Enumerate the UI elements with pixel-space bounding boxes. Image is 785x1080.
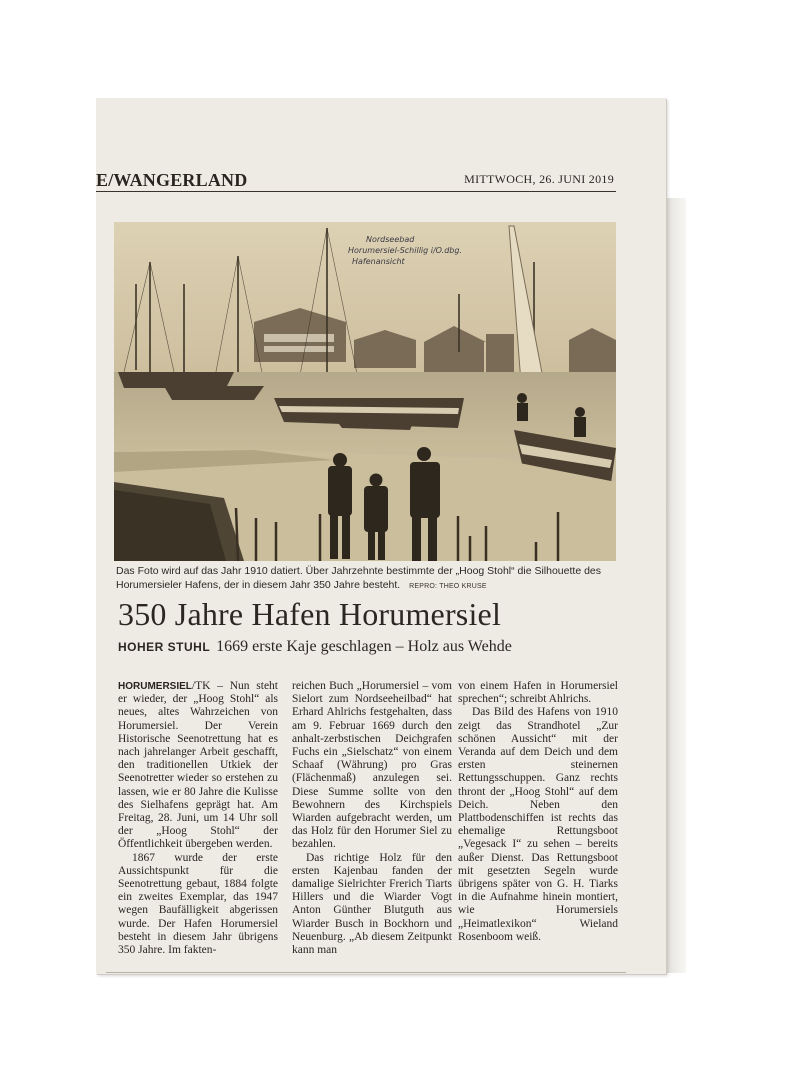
article-body — [118, 680, 620, 958]
paragraph-text: /TK – Nun steht er wieder, der „Hoog Stohl“ als neues, altes Wahrzeichen von Horumersiel. Der Verein Historische Seenotrettung hat es nach jahrelanger Arbeit geschafft, den traditionellen Utkiek der Seenotretter wieder so erstehen zu lassen, wie er 80 Jahre die Kulisse des Sielhafens geprägt hat. Am Freitag, 28. Juni, um 14 Uhr soll der „Hoog Stohl“ der Öffentlichkeit übergeben werden. — [118, 680, 278, 851]
article-column-3 — [458, 680, 618, 944]
article-paragraph: 1867 wurde der erste Aussichtspunkt für die Seenotrettung gebaut, 1884 folgte ein zweites Exemplar, das 1947 wegen Baufälligkeit abgerissen wurde. Der Hafen Horumersiel besteht in diesem Jahr übrigens 350 Jahre. Im fakten- — [118, 851, 278, 957]
article-column-2 — [292, 680, 452, 957]
photo-stamp-line-3: Hafenansicht — [352, 257, 405, 266]
section-name: E/WANGERLAND — [96, 170, 248, 190]
photo-caption — [116, 565, 616, 593]
kicker-label: HOHER STUHL — [118, 640, 211, 654]
article-subheadline — [118, 638, 512, 656]
issue-date: MITTWOCH, 26. JUNI 2019 — [464, 172, 614, 186]
article-paragraph: von einem Hafen in Horumersiel sprechen“; schreibt Ahlrichs. — [458, 680, 618, 706]
dateline: HORUMERSIEL — [118, 681, 192, 692]
newspaper-clipping — [96, 98, 666, 974]
bottom-rule — [106, 972, 626, 973]
article-paragraph: Das richtige Holz für den ersten Kajenbau fanden der damalige Sielrichter Frerich Tiarts Hillers und die Wiarder Vogt Anton Günther Blutguth aus Wiarder Busch in Bockhorn und Neuenburg. „Ab diesem Zeitpunkt kann man — [292, 851, 452, 957]
article-paragraph: reichen Buch „Horumersiel – vom Sielort zum Nordseeheilbad“ hat Erhard Ahlrichs festgehalten, dass am 9. Februar 1669 durch den anhalt-zerbstischen Deichgrafen Fuchs ein „Sielschatz“ von einem Schaaf (Währung) pro Gras (Flächenmaß) anzulegen sei. Diese Summe sollte von den Bewohnern des Kirchspiels Wiarden aufgebracht werden, um das Holz für den Horumer Siel zu bezahlen. — [292, 680, 452, 851]
article-headline: 350 Jahre Hafen Horumersiel — [118, 596, 502, 632]
harbor-photo — [114, 222, 616, 561]
kicker-text: 1669 erste Kaje geschlagen – Holz aus Wehde — [216, 638, 512, 655]
photo-stamp-line-1: Nordseebad — [366, 235, 415, 244]
article-column-1 — [118, 680, 278, 957]
article-paragraph — [118, 680, 278, 852]
photo-stamp — [348, 234, 462, 267]
masthead-rule — [96, 191, 616, 192]
photo-credit: REPRO: THEO KRUSE — [409, 582, 487, 590]
photo-stamp-line-2: Horumersiel-Schillig i/O.dbg. — [348, 246, 462, 255]
caption-text: Das Foto wird auf das Jahr 1910 datiert. Über Jahrzehnte bestimmte der „Hoog Stohl“ die Silhouette des Horumersieler Hafens, der in diesem Jahr 350 Jahre besteht. — [116, 565, 602, 591]
article-paragraph: Das Bild des Hafens von 1910 zeigt das Strandhotel „Zur schönen Aussicht“ mit der Veranda auf dem Deich und dem ersten steinernen Rettungsschuppen. Ganz rechts thront der „Hoog Stohl“ auf dem Deich. Neben den Plattbodenschiffen ist rechts das ehemalige Rettungsboot „Vegesack I“ zu sehen – bereits außer Dienst. Das Rettungsboot mit gesetzten Segeln wurde übrigens später von G. H. Tiarks in die Aufnahme hinein montiert, wie Horumersiels „Heimatlexikon“ Wieland Rosenboom weiß. — [458, 706, 618, 943]
harbor-photo-illustration — [114, 222, 616, 561]
